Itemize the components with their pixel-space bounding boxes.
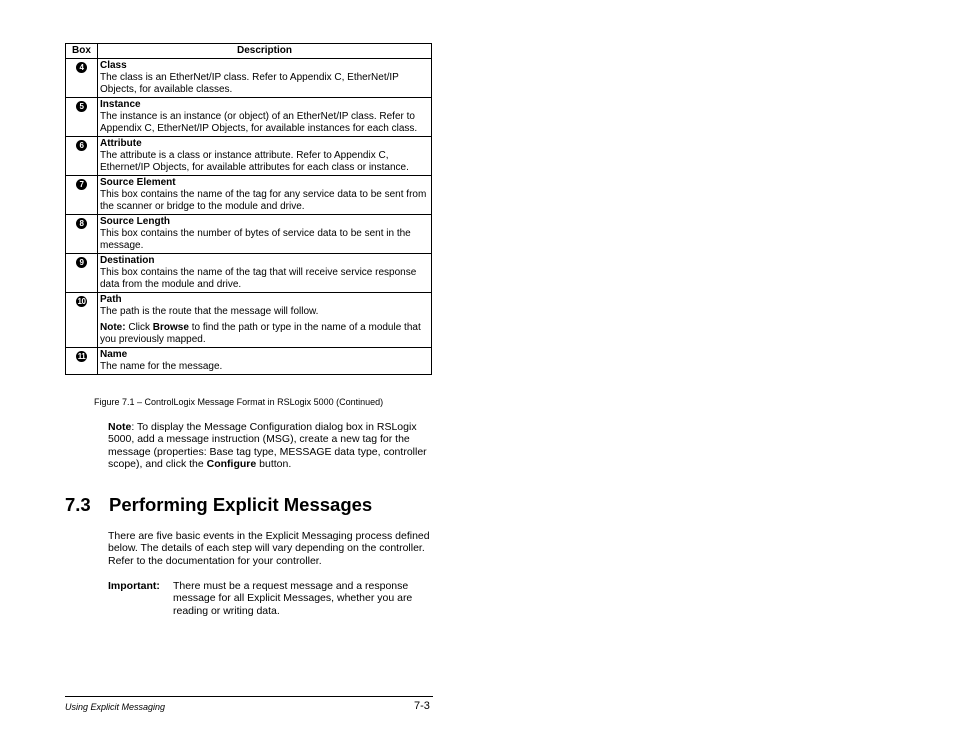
section-heading — [65, 494, 372, 516]
box-number-badge: 11 — [77, 352, 86, 361]
row-note-label: Note: — [100, 322, 126, 333]
important-label: Important: — [108, 580, 160, 592]
section-number: 7.3 — [65, 494, 91, 515]
header-description: Description — [98, 44, 432, 59]
row-title: Source Element — [100, 177, 176, 188]
row-title: Path — [100, 294, 122, 305]
section-title: Performing Explicit Messages — [109, 494, 373, 515]
note-text: : To display the Message Configuration dialog box in RSLogix 5000, add a message instruction (MSG), create a new tag for the message (properties: Base tag type, MESSAGE data type, controller scope), and click the — [108, 421, 427, 470]
row-note-text: to find the path or type in the name of a module that you previously mapped. — [100, 322, 421, 345]
footer-rule — [65, 696, 433, 697]
box-number-badge: 9 — [76, 257, 87, 268]
row-description: The attribute is a class or instance attribute. Refer to Appendix C, Ethernet/IP Objects, for available attributes for each class or instance. — [100, 150, 409, 173]
description-table — [65, 43, 432, 375]
row-description: The name for the message. — [100, 361, 223, 372]
row-title: Class — [100, 60, 127, 71]
row-description: The instance is an instance (or object) of an EtherNet/IP class. Refer to Appendix C, EtherNet/IP Objects, for available instances for each class. — [100, 111, 418, 134]
row-title: Name — [100, 349, 128, 360]
row-description: This box contains the number of bytes of service data to be sent in the message. — [100, 228, 411, 251]
note-label: Note — [108, 421, 132, 433]
figure-caption: Figure 7.1 – ControlLogix Message Format in RSLogix 5000 (Continued) — [94, 397, 384, 407]
row-note-text: Click — [125, 322, 153, 333]
table-row — [66, 254, 432, 293]
box-number-badge: 7 — [76, 179, 87, 190]
row-description: This box contains the name of the tag that will receive service response data from the module and drive. — [100, 267, 417, 290]
row-title: Source Length — [100, 216, 171, 227]
table-row — [66, 137, 432, 176]
table-header-row — [66, 44, 432, 59]
row-description: The path is the route that the message will follow. — [100, 306, 319, 317]
row-note — [100, 322, 429, 346]
table-row — [66, 348, 432, 375]
important-text: There must be a request message and a response message for all Explicit Messages, whether you are reading or writing data. — [173, 580, 413, 617]
box-number-badge: 4 — [76, 62, 87, 73]
box-number-badge: 10 — [77, 297, 86, 306]
box-number-badge: 5 — [76, 101, 87, 112]
section-body: There are five basic events in the Explicit Messaging process defined below. The details of each step will vary depending on the controller. Refer to the documentation for your controller. — [108, 530, 430, 567]
box-number-badge: 8 — [76, 218, 87, 229]
box-number-badge: 6 — [76, 140, 87, 151]
table-row — [66, 98, 432, 137]
note-text: button. — [256, 457, 292, 470]
row-title: Attribute — [100, 138, 142, 149]
table-row — [66, 59, 432, 98]
table-row — [66, 215, 432, 254]
note-bold: Configure — [206, 457, 257, 470]
header-box: Box — [66, 44, 98, 59]
table-row — [66, 176, 432, 215]
row-title: Destination — [100, 255, 155, 266]
table-row — [66, 293, 432, 348]
row-description: This box contains the name of the tag for any service data to be sent from the scanner or bridge to the module and drive. — [100, 189, 427, 212]
row-title: Instance — [100, 99, 141, 110]
row-description: The class is an EtherNet/IP class. Refer to Appendix C, EtherNet/IP Objects, for available classes. — [100, 72, 399, 95]
note-paragraph — [108, 421, 434, 470]
row-note-bold: Browse — [152, 322, 189, 333]
page-number: 7-3 — [414, 700, 430, 712]
footer-chapter-title: Using Explicit Messaging — [65, 702, 166, 712]
